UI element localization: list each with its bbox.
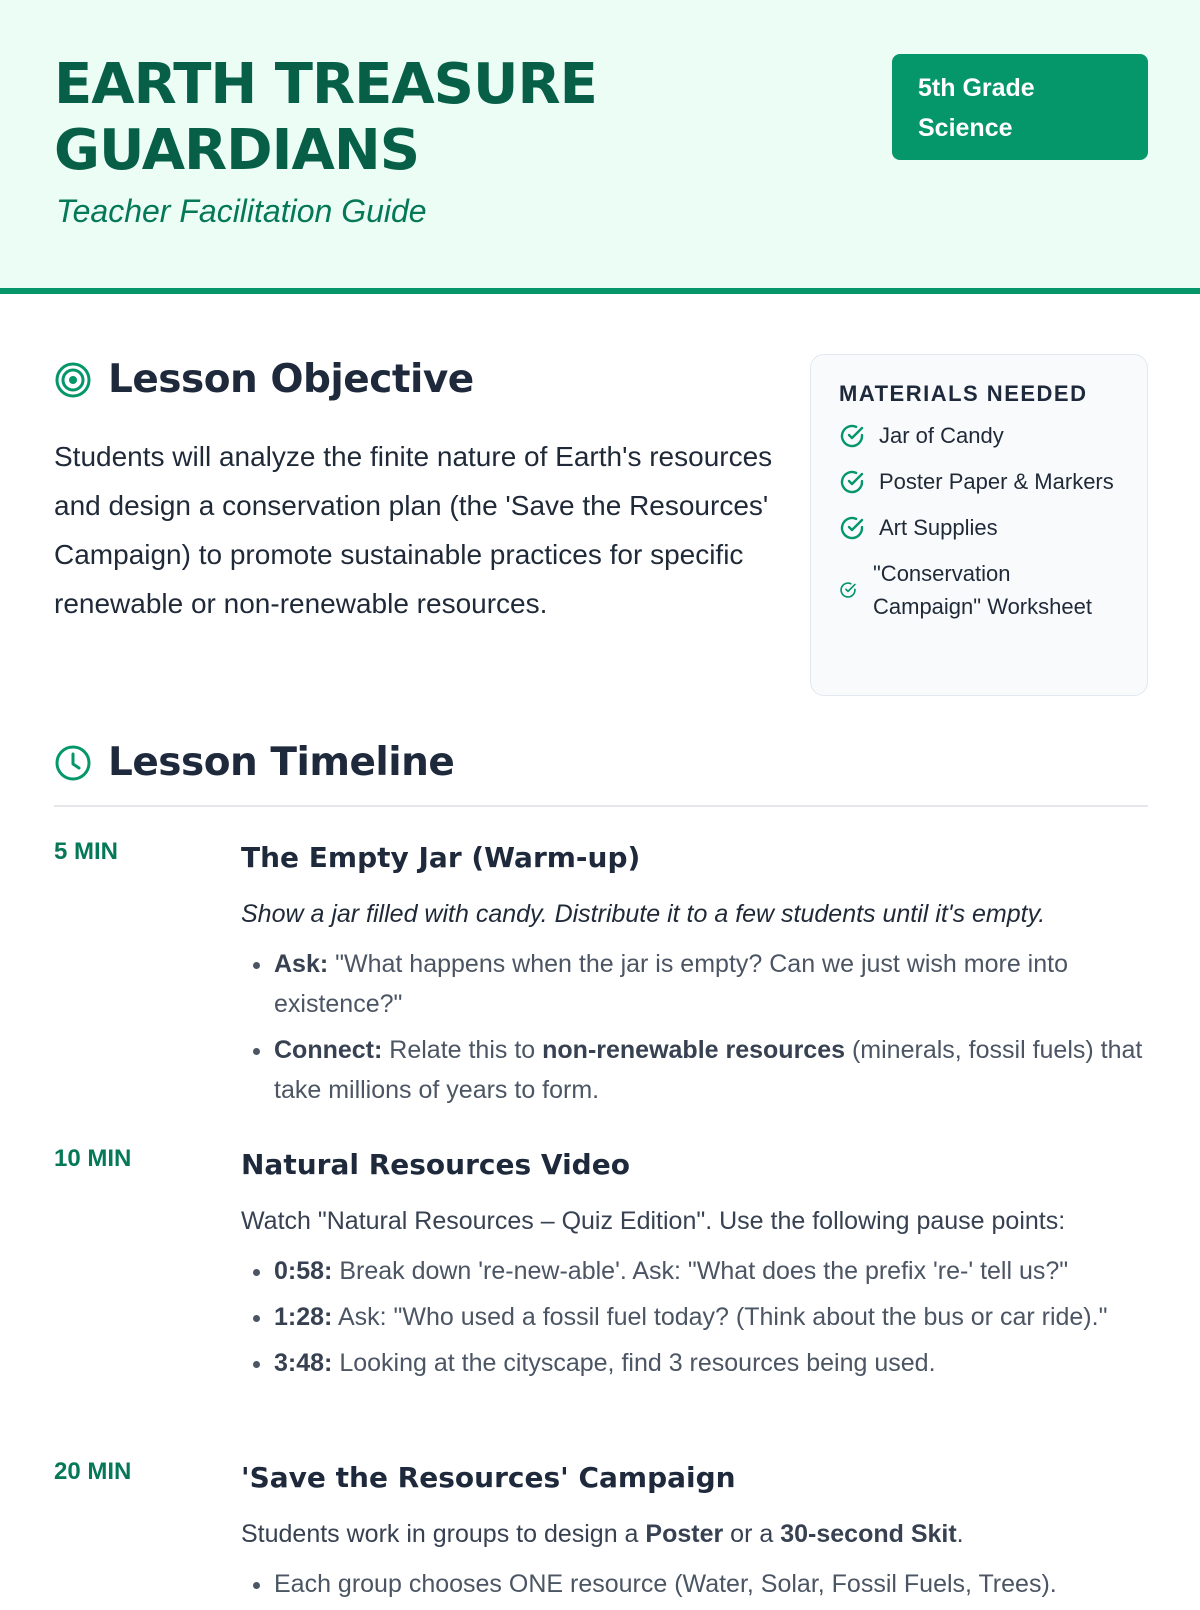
bullet-text: (minerals, fossil fuels) that take millions of years to form. — [274, 1036, 1143, 1104]
list-item — [274, 1297, 1151, 1337]
description-emphasis: Poster — [645, 1520, 724, 1548]
materials-item — [839, 419, 1119, 452]
timeline-bullets — [241, 944, 1151, 1110]
materials-item-label: Art Supplies — [879, 515, 998, 540]
description-text: or a — [723, 1520, 781, 1548]
bullet-label: 0:58: — [274, 1257, 333, 1285]
bullet-text: Break down 're-new-able'. Ask: "What does the prefix 're-' tell us?" — [332, 1257, 1069, 1285]
divider — [54, 805, 1148, 807]
target-icon — [54, 361, 92, 399]
timeline-duration: 5 MIN — [54, 838, 119, 865]
bullet-label: Ask: — [274, 950, 329, 978]
check-circle-icon — [839, 515, 865, 541]
materials-item-label: Poster Paper & Markers — [879, 469, 1114, 494]
objective-heading — [54, 357, 474, 402]
bullet-label: Connect: — [274, 1036, 383, 1064]
check-circle-icon — [839, 469, 865, 495]
timeline-heading — [54, 740, 454, 785]
timeline-body — [241, 1458, 1151, 1610]
timeline-duration: 10 MIN — [54, 1145, 132, 1172]
bullet-emphasis: non-renewable resources — [542, 1036, 846, 1064]
list-item — [274, 1251, 1151, 1291]
objective-heading-text: Lesson Objective — [108, 357, 474, 402]
timeline-body — [241, 1145, 1151, 1389]
bullet-label: 3:48: — [274, 1349, 333, 1377]
materials-item — [839, 511, 1119, 544]
bullet-text: Each group chooses ONE resource (Water, Solar, Fossil Fuels, Trees). — [274, 1570, 1057, 1598]
list-item — [274, 1343, 1151, 1383]
timeline-description — [241, 1516, 1151, 1552]
materials-box — [810, 354, 1148, 696]
timeline-description: Watch "Natural Resources – Quiz Edition". Use the following pause points: — [241, 1207, 1066, 1235]
description-text: . — [956, 1520, 964, 1548]
check-circle-icon — [839, 423, 865, 449]
bullet-text: Relate this to — [382, 1036, 543, 1064]
check-circle-icon — [839, 581, 857, 599]
timeline-title: Natural Resources Video — [241, 1148, 630, 1181]
timeline-duration: 20 MIN — [54, 1458, 132, 1485]
timeline-bullets — [241, 1564, 1151, 1604]
timeline-title: The Empty Jar (Warm-up) — [241, 841, 641, 874]
materials-item-label: "Conservation Campaign" Worksheet — [873, 561, 1092, 619]
timeline-description: Show a jar filled with candy. Distribute it to a few students until it's empty. — [241, 900, 1046, 928]
materials-item-label: Jar of Candy — [879, 423, 1004, 448]
timeline-body — [241, 838, 1151, 1116]
bullet-text: Looking at the cityscape, find 3 resources being used. — [332, 1349, 936, 1377]
materials-title: MATERIALS NEEDED — [839, 381, 1088, 406]
objective-text: Students will analyze the finite nature of Earth's resources and design a conservation plan (the 'Save the Resources' Campaign) to promote sustainable practices for specific renewable or non-renewable resources. — [54, 441, 773, 619]
bullet-text: Ask: "Who used a fossil fuel today? (Think about the bus or car ride)." — [332, 1303, 1108, 1331]
materials-list — [839, 419, 1119, 623]
timeline-bullets — [241, 1251, 1151, 1383]
timeline-heading-text: Lesson Timeline — [108, 740, 455, 785]
materials-item — [839, 465, 1119, 498]
bullet-label: 1:28: — [274, 1303, 333, 1331]
timeline-title: 'Save the Resources' Campaign — [241, 1461, 736, 1494]
list-item — [274, 1564, 1151, 1604]
description-emphasis: 30-second Skit — [780, 1520, 957, 1548]
list-item — [274, 1030, 1151, 1110]
bullet-text: "What happens when the jar is empty? Can we just wish more into existence?" — [274, 950, 1068, 1018]
materials-item — [839, 557, 1119, 623]
page-title: EARTH TREASURE GUARDIANS — [54, 52, 597, 183]
page-header — [0, 0, 1200, 294]
list-item — [274, 944, 1151, 1024]
clock-icon — [54, 744, 92, 782]
description-text: Students work in groups to design a — [241, 1520, 646, 1548]
grade-badge: 5th Grade Science — [892, 54, 1148, 160]
page-subtitle: Teacher Facilitation Guide — [56, 193, 427, 229]
